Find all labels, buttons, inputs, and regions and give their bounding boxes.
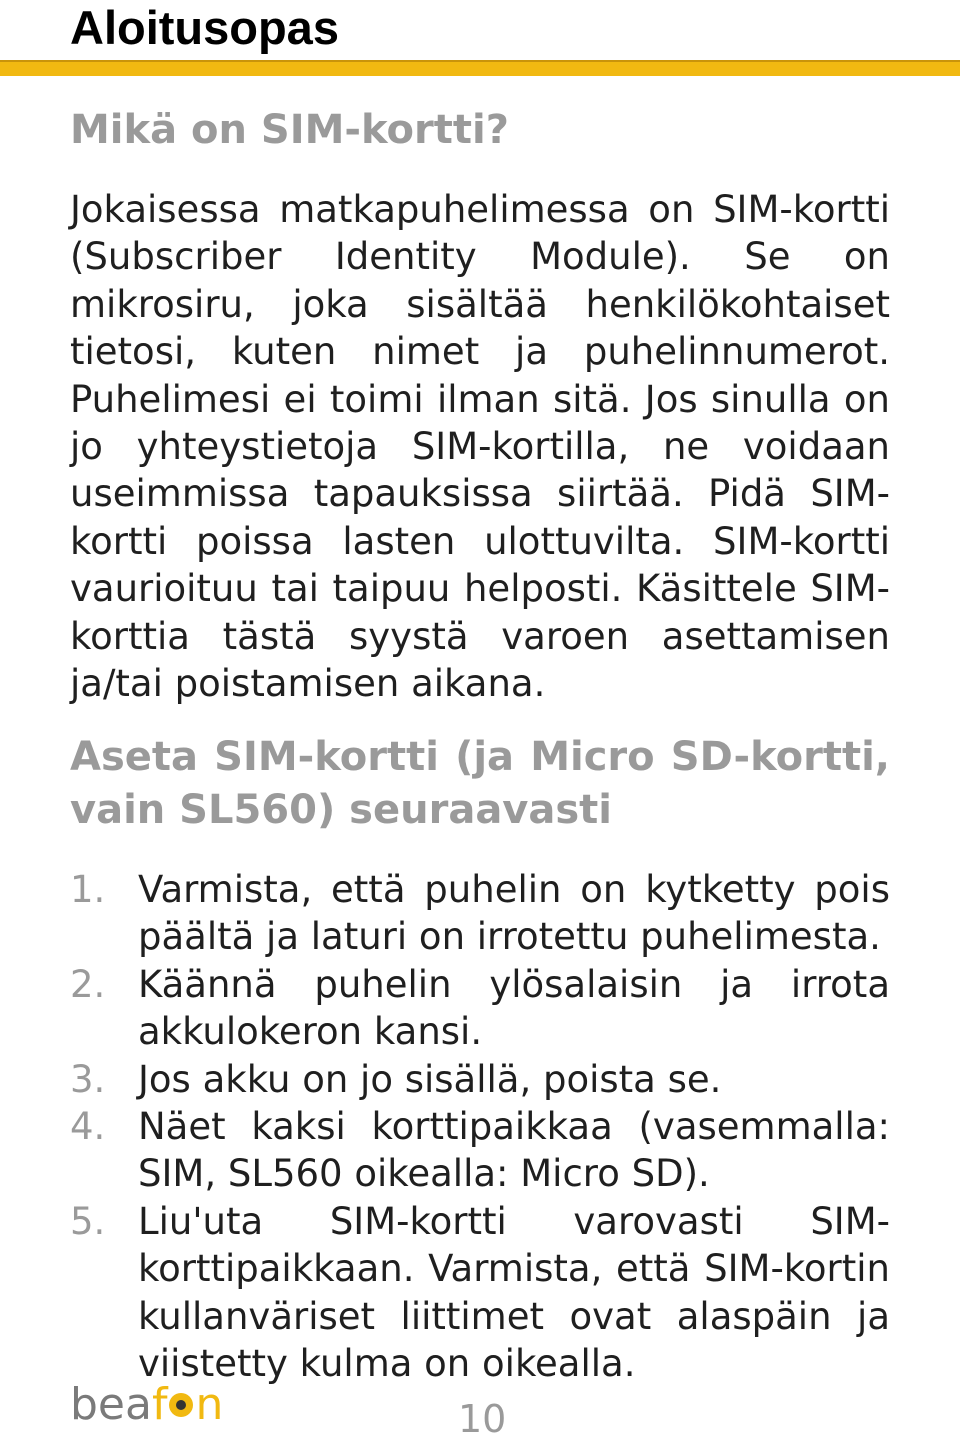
section-heading-insert-sim: Aseta SIM-kortti (ja Micro SD-kortti, vain SL560) seuraavasti xyxy=(70,734,890,833)
list-item xyxy=(70,866,890,961)
brand-logo xyxy=(70,1380,223,1430)
section-body-sim-card: Jokaisessa matkapuhelimessa on SIM-kortti (Subscriber Identity Module). Se on mikrosiru, joka sisältää henkilökohtaiset tietosi, kuten nimet ja puhelinnumerot. Puhelimesi ei toimi ilman sitä. Jos sinulla on jo yhteystietoja SIM-kortilla, ne voidaan useimmissa tapauksissa siirtää. Pidä SIM-kortti poissa lasten ulottuvilta. SIM-kortti vaurioituu tai taipuu helposti. Käsittele SIM-korttia tästä syystä varoen asettamisen ja/tai poistamisen aikana. xyxy=(70,188,890,706)
logo-letter-f: f xyxy=(151,1379,168,1430)
step-text: Näet kaksi korttipaikkaa (vasemmalla: SIM, SL560 oikealla: Micro SD). xyxy=(138,1105,890,1196)
header-divider xyxy=(0,60,960,76)
step-number: 2. xyxy=(70,962,106,1006)
list-item xyxy=(70,961,890,1056)
step-number: 5. xyxy=(70,1199,106,1243)
step-number: 3. xyxy=(70,1057,106,1101)
logo-dot-icon xyxy=(169,1393,193,1417)
instruction-list xyxy=(70,866,890,1387)
logo-text-fon xyxy=(152,1380,223,1430)
section-heading-sim-card: Mikä on SIM-kortti? xyxy=(70,107,509,153)
logo-text-bea: bea xyxy=(70,1379,152,1430)
page-number: 10 xyxy=(458,1397,507,1441)
step-text: Käännä puhelin ylösalaisin ja irrota akkulokeron kansi. xyxy=(138,962,890,1054)
list-item xyxy=(70,1103,890,1198)
step-text: Liu'uta SIM-kortti varovasti SIM-korttipaikkaan. Varmista, että SIM-kortin kullanväriset liittimet ovat alaspäin ja viistetty kulma on oikealla. xyxy=(138,1199,890,1386)
step-text: Jos akku on jo sisällä, poista se. xyxy=(138,1057,722,1101)
logo-letter-n: n xyxy=(195,1379,224,1430)
step-number: 1. xyxy=(70,868,106,911)
list-item xyxy=(70,1056,890,1103)
page-title: Aloitusopas xyxy=(70,1,339,54)
step-text: Varmista, että puhelin on kytketty pois päältä ja laturi on irrotettu puhelimesta. xyxy=(138,868,890,959)
step-number: 4. xyxy=(70,1105,106,1149)
list-item xyxy=(70,1198,890,1388)
